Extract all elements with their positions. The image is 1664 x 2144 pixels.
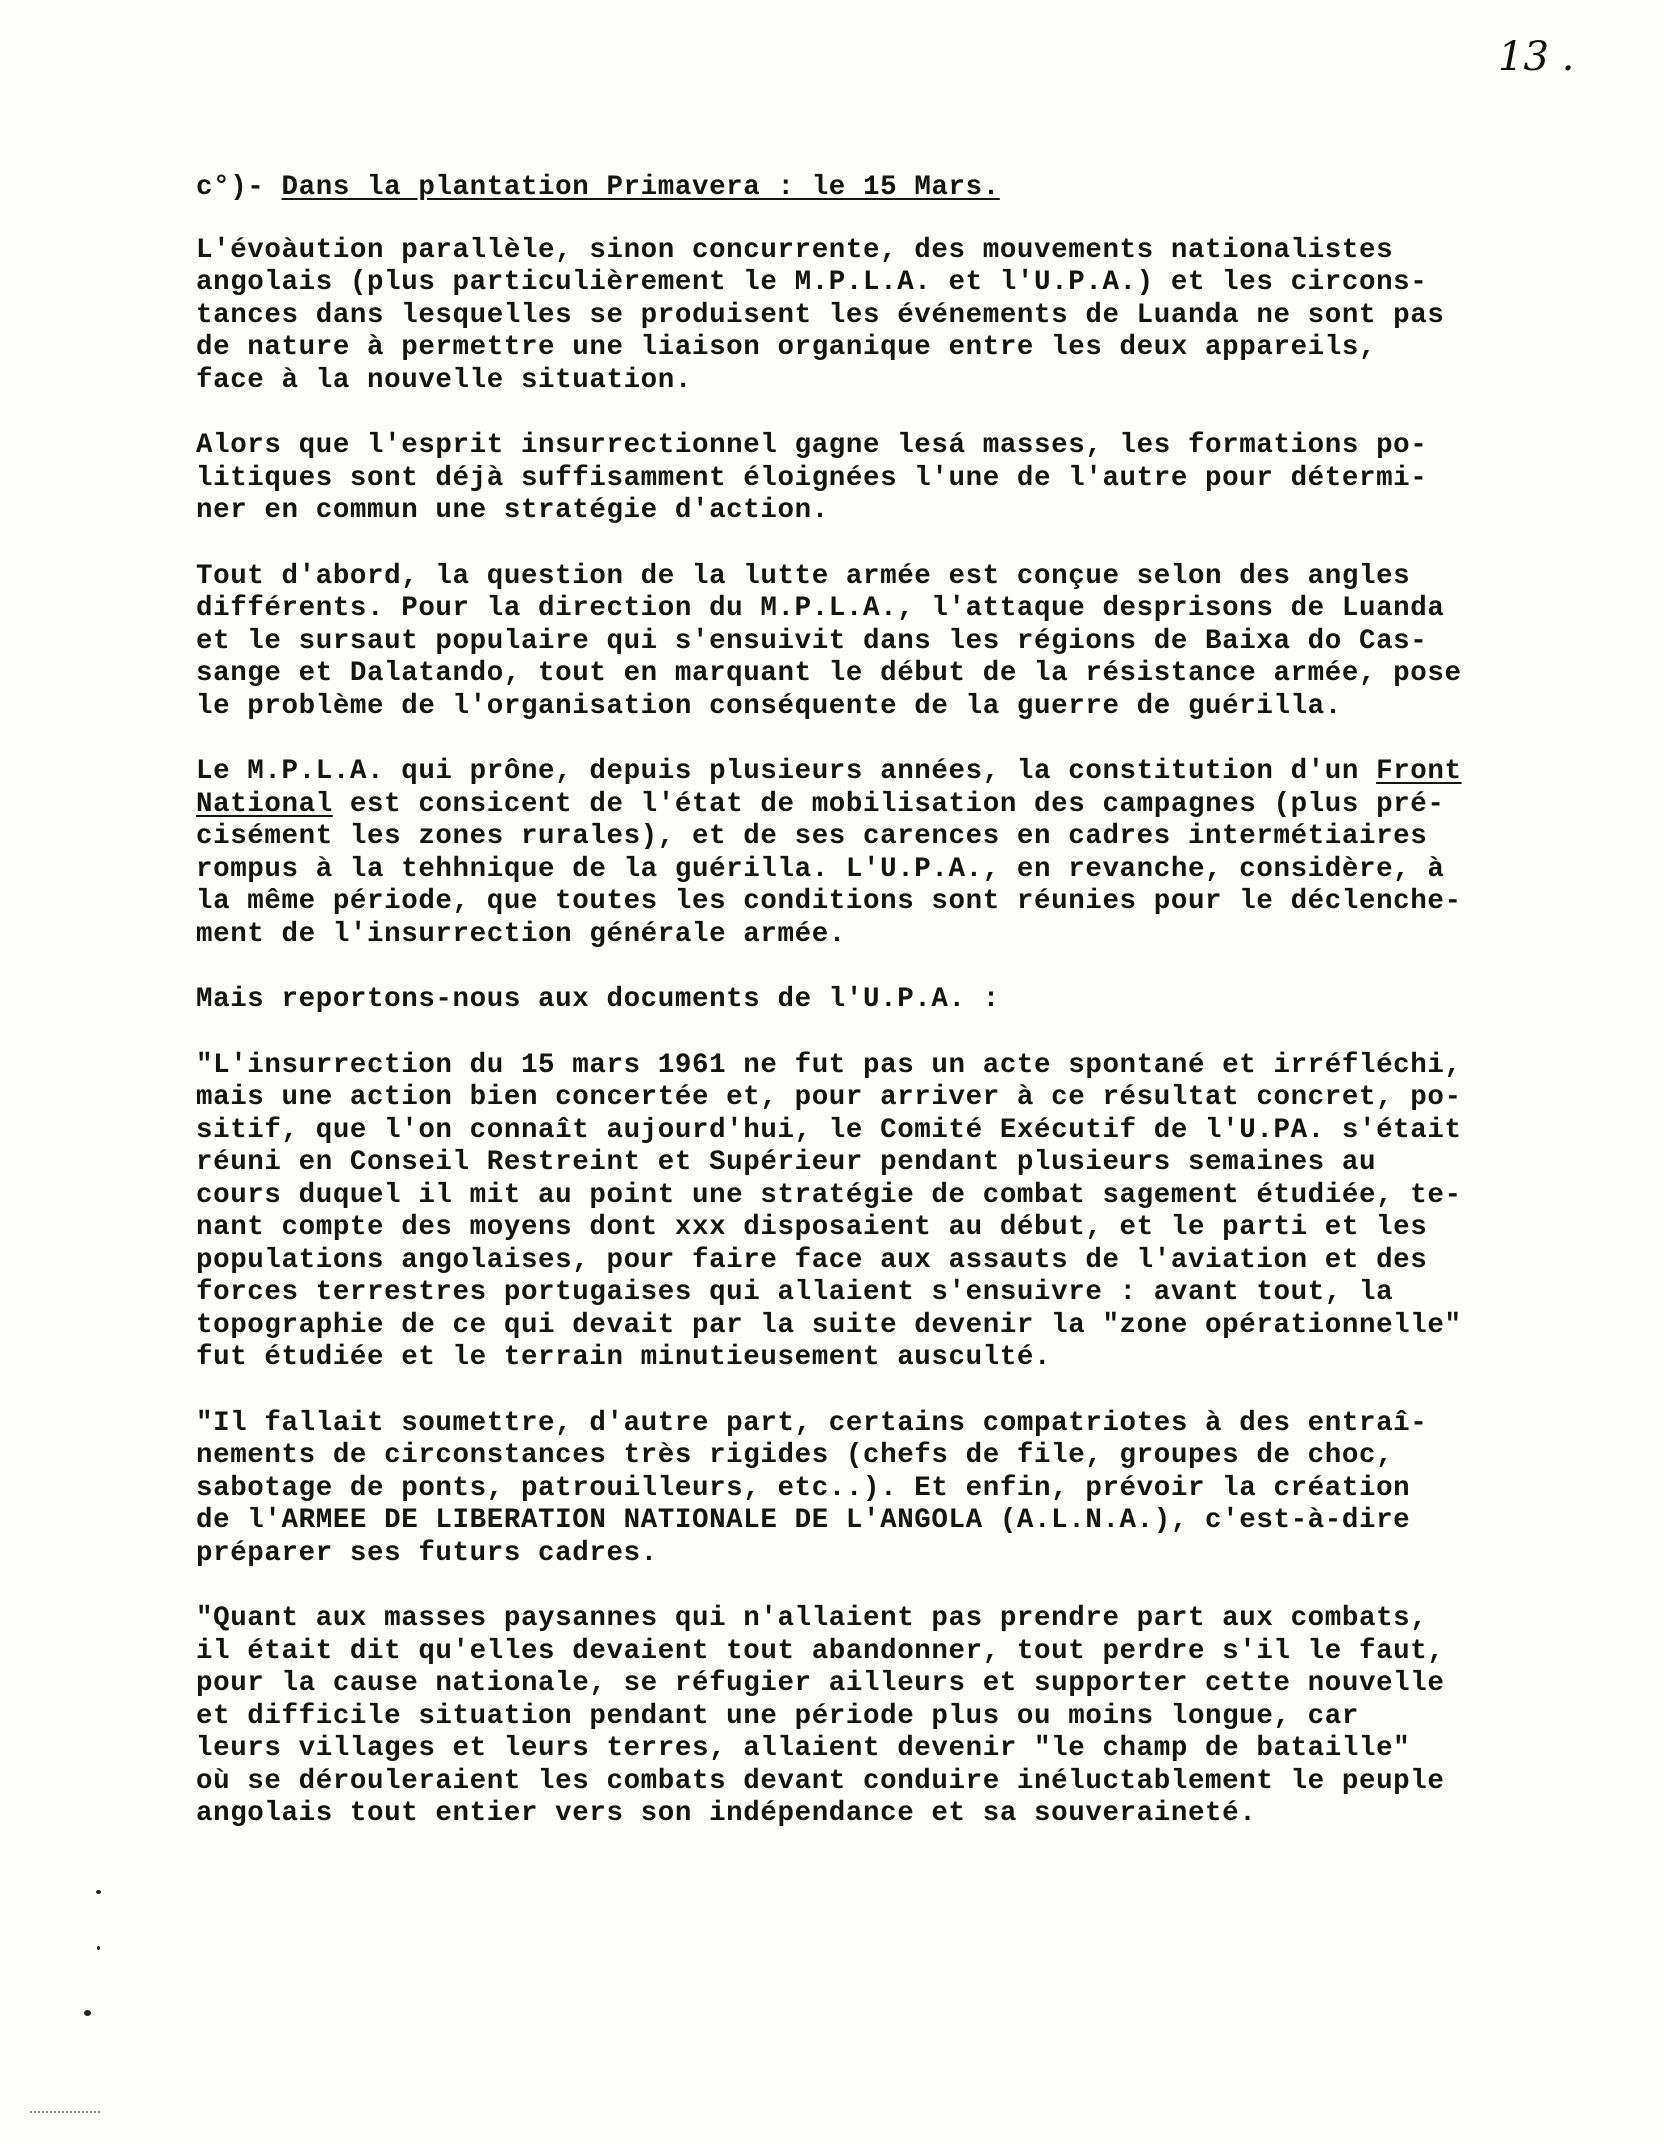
text-line: leurs villages et leurs terres, allaient devenir "le champ de bataille" (196, 1733, 1411, 1764)
text-line: tances dans lesquelles se produisent les événements de Luanda ne sont pas (196, 299, 1445, 331)
text-line: la même période, que toutes les conditions sont réunies pour le déclenche- (196, 886, 1462, 917)
text-line: L'évoàution parallèle, sinon concurrente, des mouvements nationalistes (196, 234, 1394, 266)
text-line: topographie de ce qui devait par la suite devenir la "zone opérationnelle" (196, 1309, 1462, 1341)
text-line: de l'ARMEE DE LIBERATION NATIONALE DE L'ANGOLA (A.L.N.A.), c'est-à-dire (196, 1505, 1411, 1536)
underlined-word: Front (1376, 756, 1462, 787)
text-line: de nature à permettre une liaison organique entre les deux appareils, (196, 332, 1377, 363)
text-line: et difficile situation pendant une période plus ou moins longue, car (196, 1700, 1359, 1732)
text-line: Le M.P.L.A. qui prône, depuis plusieurs années, la constitution d'un Front (196, 756, 1462, 787)
text-line: et le sursaut populaire qui s'ensuivit dans les régions de Baixa do Cas- (196, 625, 1428, 657)
text-line: mais une action bien concertée et, pour arriver à ce résultat concret, po- (196, 1082, 1462, 1113)
text-line: sabotage de ponts, patrouilleurs, etc..). Et enfin, prévoir la création (196, 1472, 1411, 1504)
underlined-word: National (196, 788, 333, 820)
paragraph-8-quote (196, 1603, 1646, 1831)
text-line: forces terrestres portugaises qui allaient s'ensuivre : avant tout, la (196, 1277, 1394, 1308)
text-line: réuni en Conseil Restreint et Supérieur pendant plusieurs semaines au (196, 1147, 1377, 1178)
text-line: rompus à la tehhnique de la guérilla. L'U.P.A., en revanche, considère, à (196, 853, 1445, 885)
scan-margin-rule (30, 2111, 100, 2113)
page-number: 13 . (1498, 34, 1575, 80)
text-line: Mais reportons-nous aux documents de l'U.P.A. : (196, 984, 1000, 1015)
text-line: nant compte des moyens dont xxx disposaient au début, et le parti et les (196, 1212, 1428, 1243)
paragraph-7-quote (196, 1408, 1646, 1571)
text-line: angolais tout entier vers son indépendance et sa souveraineté. (196, 1798, 1257, 1829)
text-line: cisément les zones rurales), et de ses carences en cadres intermétiaires (196, 821, 1428, 852)
document-body (196, 172, 1646, 1864)
section-heading (196, 172, 1646, 205)
heading-title: Dans la plantation Primavera : le 15 Mars. (281, 172, 1000, 203)
text-line: nements de circonstances très rigides (chefs de file, groupes de choc, (196, 1440, 1394, 1471)
text-line: il était dit qu'elles devaient tout abandonner, tout perdre s'il le faut, (196, 1635, 1445, 1667)
text-line: préparer ses futurs cadres. (196, 1537, 658, 1569)
paragraph-1 (196, 235, 1646, 398)
text-line: litiques sont déjà suffisamment éloignées l'une de l'autre pour détermi- (196, 462, 1428, 494)
text-line: "L'insurrection du 15 mars 1961 ne fut pas un acte spontané et irréfléchi, (196, 1049, 1462, 1081)
paragraph-2 (196, 430, 1646, 528)
text-line: cours duquel il mit au point une stratégie de combat sagement étudiée, te- (196, 1179, 1462, 1211)
scan-speck (97, 1946, 100, 1950)
text-line: angolais (plus particulièrement le M.P.L.A. et l'U.P.A.) et les circons- (196, 267, 1428, 298)
scan-speck (84, 2010, 91, 2016)
text-line: "Quant aux masses paysannes qui n'allaient pas prendre part aux combats, (196, 1603, 1428, 1634)
text-line: National est consicent de l'état de mobilisation des campagnes (plus pré- (196, 788, 1445, 820)
text-line: face à la nouvelle situation. (196, 364, 692, 396)
text-line: différents. Pour la direction du M.P.L.A., l'attaque desprisons de Luanda (196, 593, 1445, 624)
paragraph-5 (196, 984, 1646, 1017)
heading-prefix: c°)- (196, 172, 282, 203)
text-line: pour la cause nationale, se réfugier ailleurs et supporter cette nouvelle (196, 1668, 1445, 1699)
text-line: ner en commun une stratégie d'action. (196, 495, 829, 526)
paragraph-3 (196, 561, 1646, 724)
text-line: ment de l'insurrection générale armée. (196, 918, 846, 950)
paragraph-6-quote (196, 1050, 1646, 1375)
text-line: Tout d'abord, la question de la lutte armée est conçue selon des angles (196, 560, 1411, 592)
paragraph-4 (196, 756, 1646, 951)
text-line: fut étudiée et le terrain minutieusement ausculté. (196, 1342, 1052, 1373)
text-line: sange et Dalatando, tout en marquant le début de la résistance armée, pose (196, 658, 1462, 689)
text-line: sitif, que l'on connaît aujourd'hui, le Comité Exécutif de l'U.PA. s'était (196, 1114, 1462, 1146)
text-line: le problème de l'organisation conséquente de la guerre de guérilla. (196, 690, 1342, 722)
text-line: Alors que l'esprit insurrectionnel gagne lesá masses, les formations po- (196, 430, 1428, 461)
text-line: où se dérouleraient les combats devant conduire inéluctablement le peuple (196, 1765, 1445, 1797)
text-line: "Il fallait soumettre, d'autre part, certains compatriotes à des entraî- (196, 1407, 1428, 1439)
scan-speck (96, 1890, 101, 1894)
text-line: populations angolaises, pour faire face aux assauts de l'aviation et des (196, 1244, 1428, 1276)
